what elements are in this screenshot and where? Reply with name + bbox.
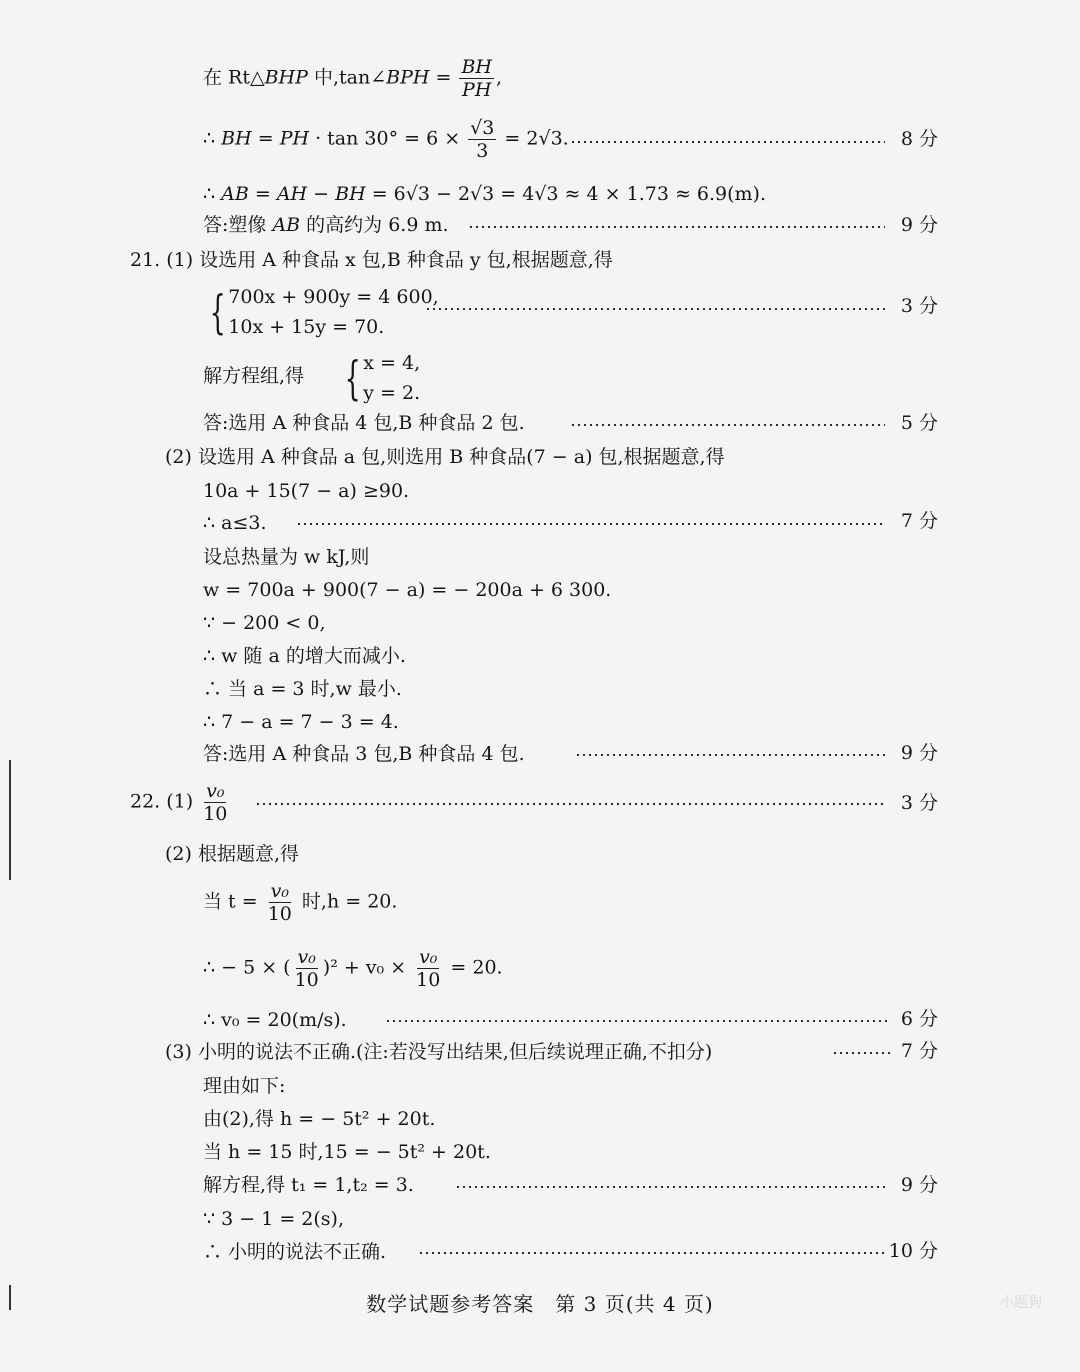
dot-leader bbox=[455, 1186, 887, 1188]
fraction: $\frac{\text{v₀}}{10}$ bbox=[267, 880, 292, 925]
question-22-part-2: (2) 根据题意,得 bbox=[165, 843, 299, 865]
page-footer: 数学试题参考答案 第 3 页(共 4 页) bbox=[366, 1292, 714, 1316]
question-21-part-1: 21. (1) 设选用 A 种食品 x 包,B 种食品 y 包,根据题意,得 bbox=[130, 249, 613, 271]
question-22-part-3: (3) 小明的说法不正确.(注:若没写出结果,但后续说理正确,不扣分) bbox=[165, 1041, 713, 1063]
answer-line: 答:选用 A 种食品 3 包,B 种食品 4 包. bbox=[203, 743, 525, 765]
bh-calc-line: ∴ BH = PH · tan 30° = 6 × $\frac{√3}{3}$ = 2√3. bbox=[203, 117, 569, 162]
text-line: ∴ 7 − a = 7 − 3 = 4. bbox=[203, 711, 399, 733]
text-line: 当 h = 15 时,15 = − 5t² + 20t. bbox=[203, 1141, 491, 1163]
dot-leader bbox=[425, 308, 885, 310]
score-label: 9 分 bbox=[900, 742, 938, 764]
brace-icon: { bbox=[344, 351, 361, 405]
result-line: ∴ v₀ = 20(m/s). bbox=[203, 1009, 347, 1031]
question-21-part-2: (2) 设选用 A 种食品 a 包,则选用 B 种食品(7 − a) 包,根据题意,得 bbox=[165, 446, 725, 468]
text-line: w = 700a + 900(7 − a) = − 200a + 6 300. bbox=[203, 579, 612, 601]
equation-system: { 700x + 900y = 4 600, 10x + 15y = 70. bbox=[209, 285, 439, 339]
score-label: 8 分 bbox=[900, 128, 938, 150]
condition-line: 当 t = $\frac{\text{v₀}}{10}$ 时,h = 20. bbox=[203, 880, 398, 925]
score-label: 3 分 bbox=[900, 792, 938, 814]
tan-definition-line: 在 Rt△BHP 中,tan∠BPH = $\frac{BH}{PH}$ , bbox=[203, 56, 503, 101]
brace-icon: { bbox=[209, 285, 226, 339]
watermark-logo: 小题狗 bbox=[1000, 1295, 1042, 1311]
dot-leader bbox=[570, 141, 885, 143]
fraction: $\frac{\text{v₀}}{10}$ bbox=[416, 946, 441, 991]
dot-leader bbox=[575, 754, 887, 756]
text-line: ∵ 3 − 1 = 2(s), bbox=[203, 1208, 345, 1230]
question-22-part-1: 22. (1) $\frac{\text{v₀}}{10}$ bbox=[130, 780, 228, 825]
fraction: $\frac{√3}{3}$ bbox=[470, 117, 495, 162]
dot-leader bbox=[296, 523, 886, 525]
text-line: 设总热量为 w kJ,则 bbox=[203, 546, 370, 568]
score-label: 7 分 bbox=[900, 1040, 938, 1062]
result-line: ∴ a≤3. bbox=[203, 512, 267, 534]
text-line: ∴ 当 a = 3 时,w 最小. bbox=[203, 678, 402, 700]
scan-mark bbox=[9, 1285, 11, 1310]
score-label: 9 分 bbox=[900, 1174, 938, 1196]
text-line: 由(2),得 h = − 5t² + 20t. bbox=[203, 1108, 436, 1130]
dot-leader bbox=[570, 424, 885, 426]
score-label: 5 分 bbox=[900, 412, 938, 434]
solution-system: { x = 4, y = 2. bbox=[344, 351, 421, 405]
dot-leader bbox=[255, 803, 887, 805]
dot-leader bbox=[385, 1020, 887, 1022]
fraction: $\frac{BH}{PH}$ bbox=[461, 56, 492, 101]
dot-leader bbox=[468, 226, 885, 228]
fraction: $\frac{\text{v₀}}{10}$ bbox=[294, 946, 319, 991]
fraction: $\frac{\text{v₀}}{10}$ bbox=[203, 780, 228, 825]
answer-line: 答:塑像 AB 的高约为 6.9 m. bbox=[203, 214, 449, 236]
dot-leader bbox=[418, 1252, 886, 1254]
text-line: ∴ w 随 a 的增大而减小. bbox=[203, 645, 406, 667]
score-label: 3 分 bbox=[900, 295, 938, 317]
inequality-line: 10a + 15(7 − a) ≥90. bbox=[203, 480, 410, 502]
score-label: 6 分 bbox=[900, 1008, 938, 1030]
ab-calc-line: ∴ AB = AH − BH = 6√3 − 2√3 = 4√3 ≈ 4 × 1.73 ≈ 6.9(m). bbox=[203, 183, 767, 205]
score-label: 10 分 bbox=[888, 1240, 938, 1262]
equation-line: ∴ − 5 × ( $\frac{\text{v₀}}{10}$ )² + v₀ × $\frac{\text{v₀}}{10}$ = 20. bbox=[203, 946, 503, 991]
score-label: 9 分 bbox=[900, 214, 938, 236]
solve-label: 解方程组,得 bbox=[203, 365, 305, 387]
text-line: ∵ − 200 < 0, bbox=[203, 612, 326, 634]
answer-line: 答:选用 A 种食品 4 包,B 种食品 2 包. bbox=[203, 412, 525, 434]
score-label: 7 分 bbox=[900, 510, 938, 532]
text-line: 理由如下: bbox=[203, 1075, 286, 1097]
dot-leader bbox=[832, 1052, 890, 1054]
text-line: 解方程,得 t₁ = 1,t₂ = 3. bbox=[203, 1174, 414, 1196]
text-line: ∴ 小明的说法不正确. bbox=[203, 1241, 387, 1263]
scan-mark bbox=[9, 760, 11, 880]
